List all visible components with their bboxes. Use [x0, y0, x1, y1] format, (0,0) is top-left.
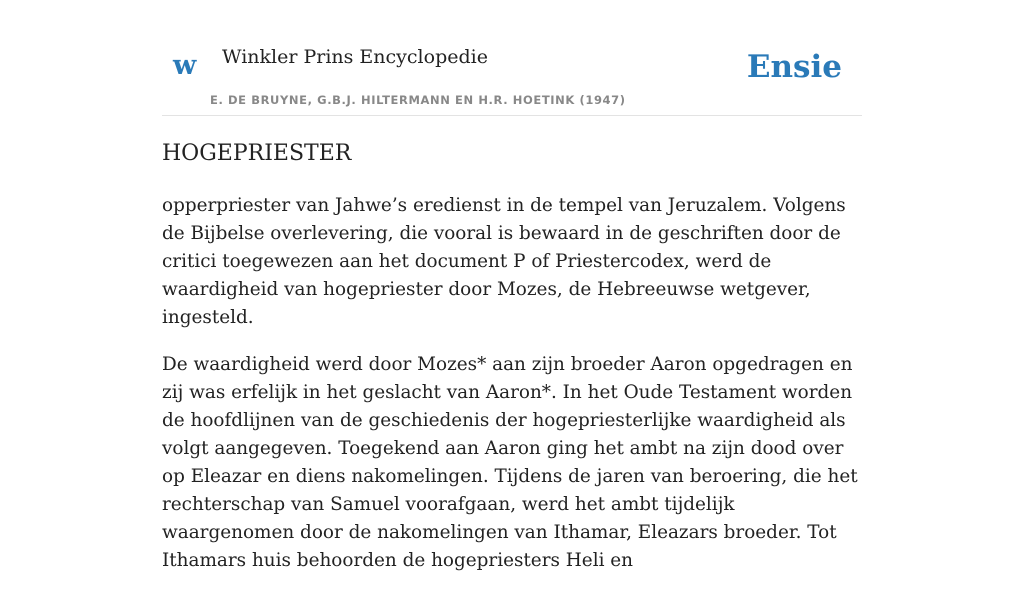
entry-paragraph: De waardigheid werd door Mozes* aan zijn broeder Aaron opgedragen en zij was erfelijk in het geslacht van Aaron*. In het Oude Testament worden de hoofdlijnen van de geschiedenis der hogepriesterlijke waardigheid als volgt aangegeven. Toegekend aan Aaron ging het ambt na zijn dood over op Eleazar en diens nakomelingen. Tijdens de jaren van beroering, die het rechterschap van Samuel voorafgaan, werd het ambt tijdelijk waargenomen door de nakomelingen van Ithamar, Eleazars broeder. Tot Ithamars huis behoorden de hogepriesters Heli en [162, 354, 858, 571]
site-header [162, 30, 862, 116]
entry-title: HOGEPRIESTER [162, 141, 352, 166]
brand-logo-link[interactable]: Ensie [746, 49, 842, 85]
site-title-link[interactable]: Winkler Prins Encyclopedie [222, 46, 488, 68]
entry-body [162, 192, 862, 594]
site-logo-icon[interactable]: w [173, 50, 197, 81]
edition-authors[interactable]: E. DE BRUYNE, G.B.J. HILTERMANN EN H.R. HOETINK (1947) [210, 93, 626, 107]
entry-paragraph: opperpriester van Jahwe’s eredienst in de tempel van Jeruzalem. Volgens de Bijbelse overlevering, die vooral is bewaard in de geschriften door de critici toegewezen aan het document P of Priestercodex, werd de waardigheid van hogepriester door Mozes, de Hebreeuwse wetgever, ingesteld. [162, 195, 846, 328]
